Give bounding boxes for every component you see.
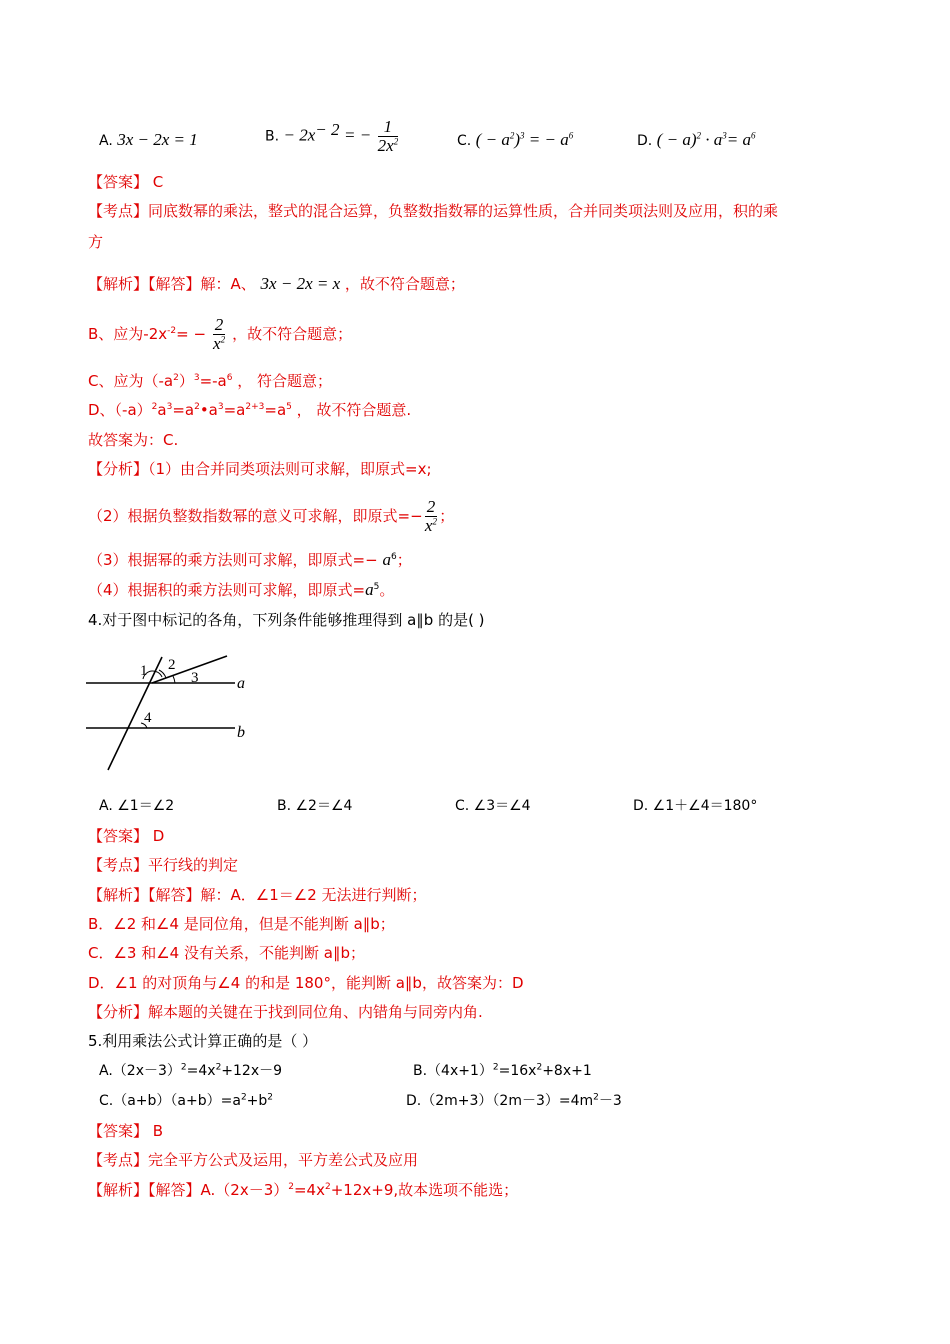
q5-analysis (88, 1180, 518, 1200)
q4-option-b: B. ∠2＝∠4 (277, 798, 353, 814)
q4-analysis-d: D．∠1 的对顶角与∠4 的和是 180°，能判断 a∥b，故答案为：D (88, 974, 524, 992)
exponent: 6 (568, 130, 574, 141)
fenxi-text: ； (396, 551, 412, 569)
q5-option-c (99, 1091, 273, 1111)
fenxi-text: 解本题的关键在于找到同位角、内错角与同旁内角. (148, 1003, 483, 1021)
fraction (425, 498, 438, 535)
expr: · a (705, 130, 723, 149)
q4-analysis-a (88, 885, 427, 905)
expr: ( − a (475, 130, 510, 149)
q5-option-d (406, 1091, 622, 1111)
q5-option-a (99, 1061, 282, 1081)
exponent: 2 (180, 1062, 187, 1073)
t: D、（-a） (88, 401, 152, 419)
exponent: 2 (240, 1092, 247, 1103)
exponent: 2 (173, 373, 179, 383)
topic-label: 【考点】 (88, 202, 149, 220)
t: D.（2m+3）（2m－3）=4m (406, 1093, 594, 1109)
fraction (213, 316, 226, 353)
t: =a (172, 401, 195, 419)
denominator-base: x (213, 334, 221, 353)
exponent: 6 (390, 552, 397, 562)
fraction (378, 118, 399, 155)
option-label: C. (457, 133, 472, 149)
q4-option-d: D. ∠1＋∠4＝180° (633, 798, 758, 814)
exponent: 2 (593, 1092, 599, 1103)
answer-value: B (152, 1122, 164, 1140)
q3-analysis-b (88, 314, 352, 354)
q3-fenxi-1 (88, 459, 432, 479)
q5-topic (88, 1150, 418, 1170)
q3-analysis-d (88, 400, 411, 420)
fenxi-text: ； (439, 507, 455, 525)
exponent: 6 (226, 373, 233, 383)
exponent: -2 (167, 326, 177, 336)
t: =a (223, 401, 246, 419)
t: ， 符合题意； (232, 372, 333, 390)
option-expression: 3x − 2x = 1 (117, 130, 198, 149)
option-label: D. (637, 133, 653, 149)
analysis-label: 【解析】【解答】解：A、 (88, 275, 256, 293)
q5-option-b (413, 1061, 592, 1081)
fenxi-label: 【分析】 (88, 1003, 149, 1021)
q3-topic (88, 201, 778, 221)
q4-analysis-c: C．∠3 和∠4 没有关系，不能判断 a∥b； (88, 944, 365, 962)
numerator: 2 (426, 497, 436, 516)
answer-label: 【答案】 (88, 827, 149, 845)
numerator: 1 (378, 118, 399, 137)
t: =4x (186, 1063, 216, 1079)
angle-3-label: 3 (191, 670, 199, 686)
topic-label: 【考点】 (88, 1151, 149, 1169)
option-expression: = − (343, 125, 372, 145)
q4-option-a: A. ∠1＝∠2 (99, 798, 175, 814)
t: =16x (498, 1063, 537, 1079)
analysis-label: 【解析】【解答】 (88, 886, 201, 904)
q4-analysis-b: B．∠2 和∠4 是同位角，但是不能判断 a∥b； (88, 915, 395, 933)
t: A.（2x－3） (99, 1063, 181, 1079)
expr: = − a (528, 130, 569, 149)
denominator (378, 137, 399, 155)
q4-answer (88, 826, 164, 846)
analysis-label: 【解析】【解答】 (88, 1181, 201, 1199)
q4-fenxi (88, 1002, 483, 1022)
q5-question: 5.利用乘法公式计算正确的是（ ） (88, 1032, 318, 1050)
exponent: 2 (432, 516, 437, 527)
ray (152, 656, 227, 683)
angle-1-label: 1 (140, 663, 148, 679)
topic-text-continued: 方 (88, 233, 104, 251)
exponent: 2 (536, 1062, 543, 1073)
t: =-a (199, 372, 227, 390)
t: •a (199, 401, 218, 419)
exponent: 3 (193, 373, 200, 383)
fenxi-text: 。 (379, 581, 395, 599)
denominator-base: 2x (377, 136, 394, 155)
expr: ) (514, 130, 520, 149)
answer-value: D (152, 827, 165, 845)
answer-value: C (152, 173, 164, 191)
q3-analysis-c (88, 371, 332, 391)
q4-question: 4.对于图中标记的各角，下列条件能够推理得到 a∥b 的是( ) (88, 611, 485, 629)
q3-fenxi-2 (88, 496, 454, 536)
analysis-expression: 3x − 2x = x (260, 274, 341, 293)
t: =a (264, 401, 287, 419)
option-c (457, 130, 573, 151)
exponent: 2 (220, 334, 226, 345)
variable: a (382, 550, 391, 569)
fenxi-text: （3）根据幂的乘方法则可求解，即原式=− (88, 551, 383, 569)
angle-3-arc (173, 676, 175, 683)
t: ） (178, 372, 194, 390)
analysis-text: ，故不符合题意； (344, 275, 465, 293)
option-b (265, 118, 400, 155)
expr: ( − a) (656, 130, 697, 149)
exponent: 6 (750, 130, 756, 141)
expr: = a (726, 130, 751, 149)
topic-text: 完全平方公式及运用，平方差公式及应用 (148, 1151, 419, 1169)
exponent: 3 (217, 402, 224, 412)
fenxi-text: （1）由合并同类项法则可求解，即原式=x; (148, 460, 432, 478)
q5-answer (88, 1121, 163, 1141)
exponent: 3 (520, 130, 525, 141)
exponent: 3 (166, 402, 173, 412)
option-label: B. (265, 128, 280, 145)
exponent: 2+3 (245, 402, 265, 412)
answer-label: 【答案】 (88, 173, 149, 191)
exponent: 3 (722, 130, 727, 141)
t: +12x－9 (221, 1063, 283, 1079)
topic-text: 同底数幂的乘法，整式的混合运算，负整数指数幂的运算性质，合并同类项法则及应用，积的乘 (148, 202, 779, 220)
line-a-label: a (237, 675, 245, 692)
option-d (637, 130, 755, 151)
analysis-text: ，故不符合题意； (232, 325, 353, 343)
topic-label: 【考点】 (88, 856, 149, 874)
exponent: 2 (267, 1092, 274, 1103)
exponent: 2 (509, 130, 515, 141)
t: B.（4x+1） (413, 1063, 493, 1079)
angle-2-label: 2 (168, 657, 176, 673)
q4-topic (88, 855, 238, 875)
q4-option-c: C. ∠3＝∠4 (455, 798, 531, 814)
topic-text: 平行线的判定 (148, 856, 239, 874)
option-label: A. (99, 133, 113, 149)
option-expression: − 2x (283, 125, 316, 145)
exponent: 2 (151, 402, 158, 412)
transversal (108, 657, 162, 770)
numerator: 2 (214, 315, 224, 334)
line-b-label: b (237, 724, 245, 741)
t: a (157, 401, 167, 419)
q3-fenxi-3 (88, 550, 412, 570)
denominator-base: x (424, 516, 433, 535)
angle-4-label: 4 (144, 710, 152, 726)
t: =4x (293, 1181, 325, 1199)
denominator (425, 517, 438, 535)
parallel-lines-figure (80, 645, 270, 775)
exponent: 2 (288, 1182, 294, 1192)
exponent: 2 (492, 1062, 499, 1073)
exponent: 2 (215, 1062, 222, 1073)
t: ， 故不符合题意. (291, 401, 412, 419)
denominator (213, 335, 226, 353)
q3-fenxi-4 (88, 580, 394, 600)
fenxi-text: （4）根据积的乘方法则可求解，即原式= (88, 581, 366, 599)
exponent: 2 (324, 1182, 331, 1192)
variable: a (365, 580, 374, 599)
t: +12x+9,故本选项不能选； (330, 1181, 519, 1199)
t: C.（a+b）（a+b）=a (99, 1093, 241, 1109)
fenxi-text: （2）根据负整数指数幂的意义可求解，即原式=− (88, 507, 423, 525)
fenxi-label: 【分析】 (88, 460, 149, 478)
option-a (99, 130, 198, 151)
t: －3 (598, 1093, 622, 1109)
answer-label: 【答案】 (88, 1122, 149, 1140)
analysis-text: B、应为-2x (88, 325, 168, 343)
exponent: 5 (286, 402, 292, 412)
analysis-text: 解：A．∠1＝∠2 无法进行判断； (200, 886, 427, 904)
q3-conclusion: 故答案为：C. (88, 431, 179, 449)
exponent: 2 (393, 136, 399, 147)
t: +b (246, 1093, 268, 1109)
exponent: 5 (373, 582, 380, 592)
exponent: 2 (194, 402, 200, 412)
t: C、应为（-a (88, 372, 174, 390)
t: A.（2x－3） (200, 1181, 289, 1199)
exponent: 2 (696, 130, 701, 141)
t: +8x+1 (542, 1063, 592, 1079)
q3-analysis-a (88, 274, 465, 294)
analysis-text: = − (176, 325, 207, 343)
exponent: − 2 (315, 119, 340, 139)
q3-answer (88, 172, 163, 192)
